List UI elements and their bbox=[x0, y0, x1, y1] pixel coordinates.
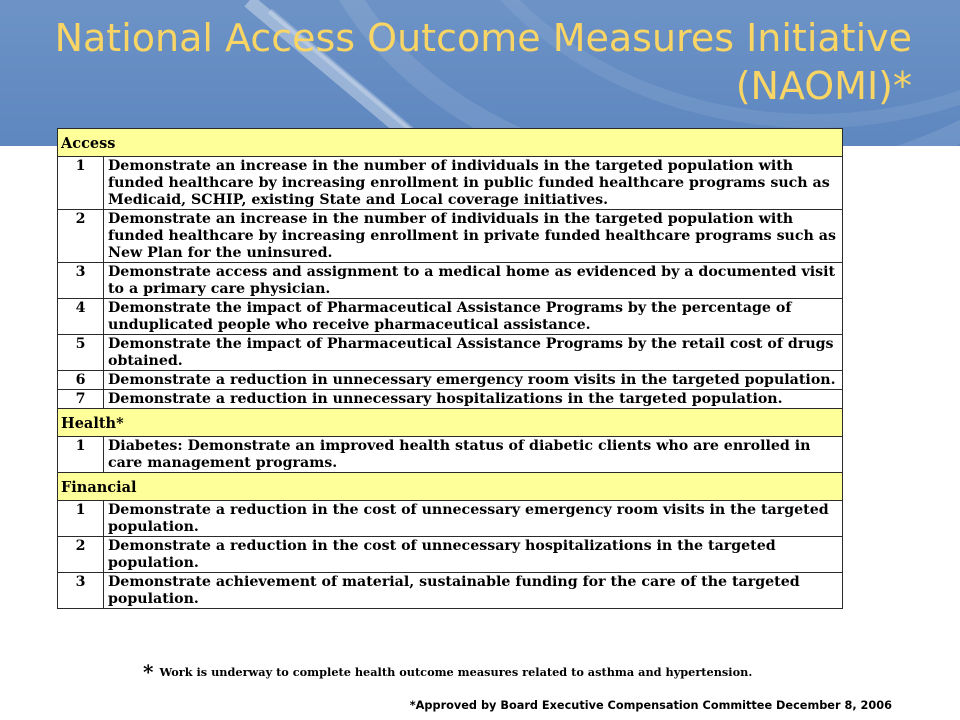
row-number: 6 bbox=[58, 371, 104, 390]
header-banner bbox=[0, 0, 960, 146]
footnote bbox=[143, 660, 752, 684]
row-number: 2 bbox=[58, 210, 104, 263]
approval-note: *Approved by Board Executive Compensation Committee December 8, 2006 bbox=[409, 699, 892, 712]
section-row-access bbox=[58, 129, 843, 157]
table-row bbox=[58, 157, 843, 210]
section-title: Access bbox=[58, 129, 843, 157]
row-number: 5 bbox=[58, 335, 104, 371]
row-number: 7 bbox=[58, 390, 104, 409]
table-row bbox=[58, 263, 843, 299]
section-title: Health* bbox=[58, 409, 843, 437]
footnote-text: Work is underway to complete health outcome measures related to asthma and hypertension. bbox=[159, 665, 753, 679]
outcome-measures-table bbox=[57, 128, 843, 609]
row-number: 1 bbox=[58, 501, 104, 537]
table-row bbox=[58, 537, 843, 573]
table-row bbox=[58, 573, 843, 609]
table-row bbox=[58, 371, 843, 390]
row-number: 3 bbox=[58, 573, 104, 609]
row-text: Demonstrate a reduction in the cost of unnecessary emergency room visits in the targeted population. bbox=[104, 501, 843, 537]
row-text: Demonstrate the impact of Pharmaceutical Assistance Programs by the retail cost of drugs obtained. bbox=[104, 335, 843, 371]
table-row bbox=[58, 390, 843, 409]
footnote-star: * bbox=[143, 660, 154, 684]
row-text: Demonstrate access and assignment to a medical home as evidenced by a documented visit to a primary care physician. bbox=[104, 263, 843, 299]
row-text: Demonstrate a reduction in the cost of unnecessary hospitalizations in the targeted population. bbox=[104, 537, 843, 573]
section-row-financial bbox=[58, 473, 843, 501]
title-line-1: National Access Outcome Measures Initiative bbox=[54, 16, 912, 60]
row-text: Demonstrate the impact of Pharmaceutical Assistance Programs by the percentage of unduplicated people who receive pharmaceutical assistance. bbox=[104, 299, 843, 335]
title-line-2: (NAOMI)* bbox=[735, 64, 912, 108]
row-text: Diabetes: Demonstrate an improved health status of diabetic clients who are enrolled in care management programs. bbox=[104, 437, 843, 473]
row-number: 4 bbox=[58, 299, 104, 335]
row-text: Demonstrate a reduction in unnecessary emergency room visits in the targeted population. bbox=[104, 371, 843, 390]
row-number: 2 bbox=[58, 537, 104, 573]
section-title: Financial bbox=[58, 473, 843, 501]
row-text: Demonstrate achievement of material, sustainable funding for the care of the targeted population. bbox=[104, 573, 843, 609]
section-row-health bbox=[58, 409, 843, 437]
page-title bbox=[55, 14, 912, 110]
row-text: Demonstrate an increase in the number of individuals in the targeted population with funded healthcare by increasing enrollment in private funded healthcare programs such as New Plan for the uninsured. bbox=[104, 210, 843, 263]
row-text: Demonstrate an increase in the number of individuals in the targeted population with funded healthcare by increasing enrollment in public funded healthcare programs such as Medicaid, SCHIP, existing State and Local coverage initiatives. bbox=[104, 157, 843, 210]
row-number: 1 bbox=[58, 437, 104, 473]
table-row bbox=[58, 299, 843, 335]
row-number: 1 bbox=[58, 157, 104, 210]
table-row bbox=[58, 501, 843, 537]
row-number: 3 bbox=[58, 263, 104, 299]
table-row bbox=[58, 437, 843, 473]
row-text: Demonstrate a reduction in unnecessary hospitalizations in the targeted population. bbox=[104, 390, 843, 409]
table-row bbox=[58, 335, 843, 371]
table-row bbox=[58, 210, 843, 263]
